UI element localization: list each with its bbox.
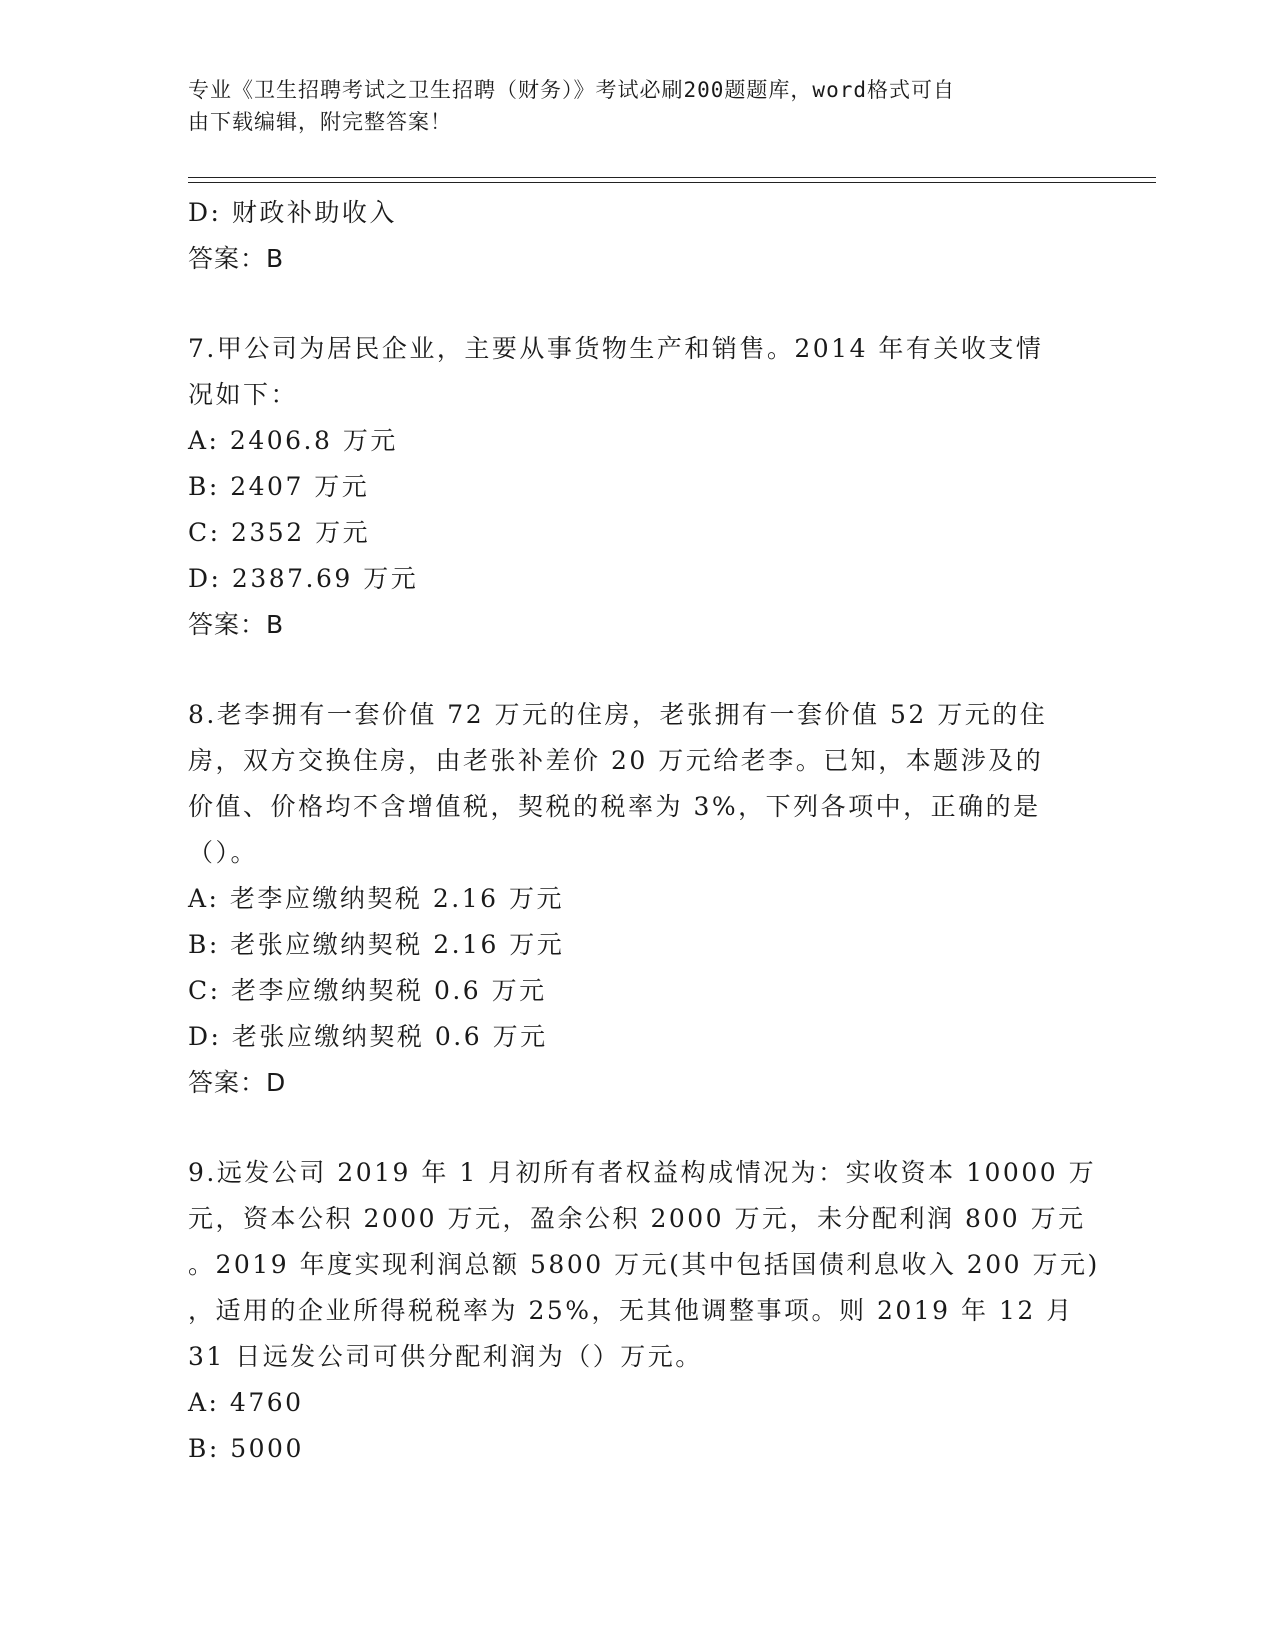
answer-line: 答案：D	[188, 1068, 287, 1097]
question-6-tail	[188, 190, 1088, 282]
option-d: D: 2387.69 万元	[188, 564, 419, 593]
header-line-2: 由下载编辑，附完整答案！	[188, 110, 452, 134]
page-header	[188, 74, 1068, 138]
option-c: C: 老李应缴纳契税 0.6 万元	[188, 976, 547, 1005]
option-d: D: 财政补助收入	[188, 198, 397, 227]
spacer	[188, 648, 1088, 692]
header-line-1: 专业《卫生招聘考试之卫生招聘（财务）》考试必刷200题题库，word格式可自	[188, 78, 955, 102]
question-stem-line: 元，资本公积 2000 万元，盈余公积 2000 万元，未分配利润 800 万元	[188, 1204, 1086, 1233]
question-stem-line: 房，双方交换住房，由老张补差价 20 万元给老李。已知，本题涉及的	[188, 746, 1044, 775]
header-divider-bottom	[188, 182, 1156, 183]
option-b: B: 老张应缴纳契税 2.16 万元	[188, 930, 565, 959]
option-d: D: 老张应缴纳契税 0.6 万元	[188, 1022, 548, 1051]
option-a: A: 2406.8 万元	[188, 426, 398, 455]
question-7	[188, 326, 1088, 648]
question-9	[188, 1150, 1100, 1472]
question-stem-line: 31 日远发公司可供分配利润为（）万元。	[188, 1342, 703, 1371]
document-body	[188, 190, 1100, 1472]
option-b: B: 5000	[188, 1434, 304, 1463]
question-stem-line: ，适用的企业所得税税率为 25%，无其他调整事项。则 2019 年 12 月	[188, 1296, 1074, 1325]
spacer	[188, 282, 1088, 326]
option-c: C: 2352 万元	[188, 518, 371, 547]
question-stem-line: 。2019 年度实现利润总额 5800 万元(其中包括国债利息收入 200 万元)	[188, 1250, 1100, 1279]
question-stem-line: 况如下：	[188, 380, 299, 409]
spacer	[188, 1106, 1088, 1150]
option-b: B: 2407 万元	[188, 472, 370, 501]
question-stem-line: （）。	[188, 838, 259, 867]
header-divider-top	[188, 177, 1156, 178]
question-stem-line: 价值、价格均不含增值税，契税的税率为 3%，下列各项中，正确的是	[188, 792, 1041, 821]
answer-line: 答案：B	[188, 244, 285, 273]
question-8	[188, 692, 1088, 1106]
option-a: A: 4760	[188, 1388, 304, 1417]
option-a: A: 老李应缴纳契税 2.16 万元	[188, 884, 564, 913]
question-stem-line: 8.老李拥有一套价值 72 万元的住房，老张拥有一套价值 52 万元的住	[188, 700, 1048, 729]
question-stem-line: 9.远发公司 2019 年 1 月初所有者权益构成情况为：实收资本 10000 万	[188, 1158, 1097, 1187]
answer-line: 答案：B	[188, 610, 285, 639]
question-stem-line: 7.甲公司为居民企业，主要从事货物生产和销售。2014 年有关收支情	[188, 334, 1044, 363]
